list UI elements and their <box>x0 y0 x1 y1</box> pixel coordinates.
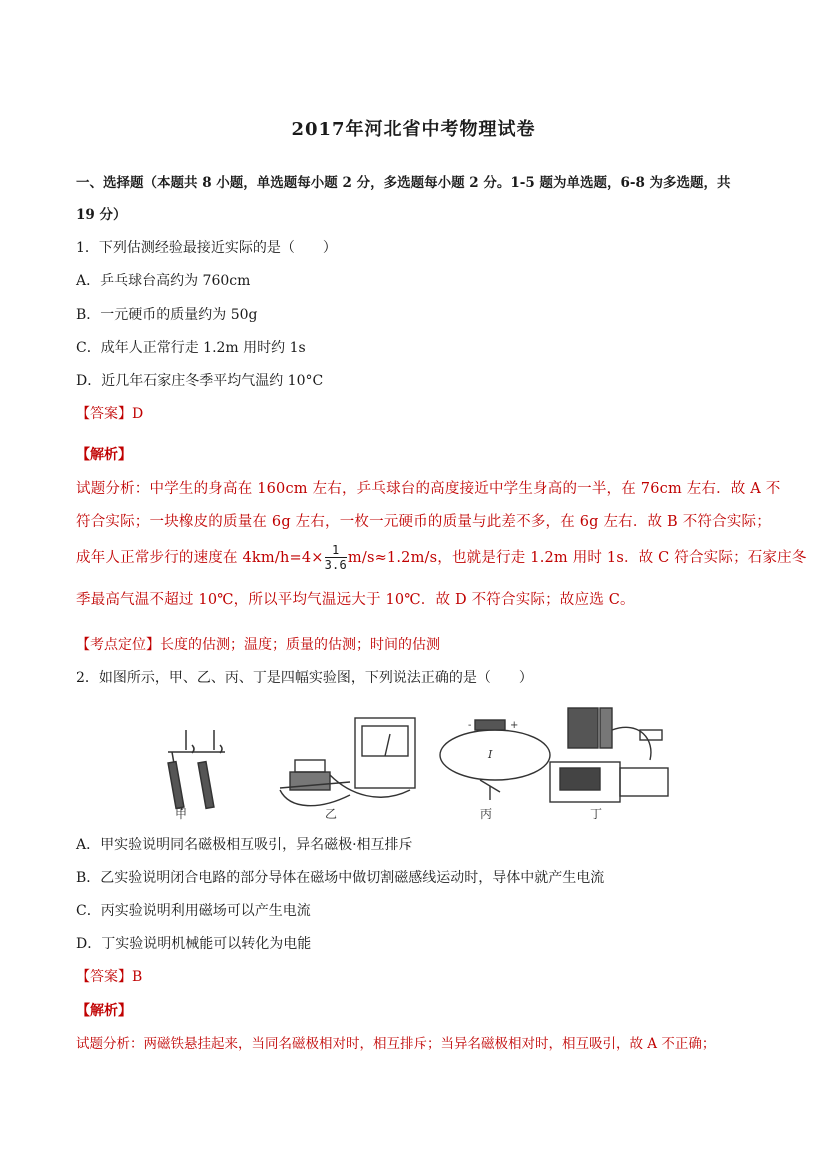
fraction <box>325 544 347 572</box>
figure-ding <box>550 708 668 802</box>
question-2-option-c: C．丙实验说明利用磁场可以产生电流 <box>76 903 311 919</box>
question-1-option-b: B．一元硬币的质量约为 50g <box>76 307 258 323</box>
motor-magnet <box>560 768 600 790</box>
answer-value: B <box>132 969 143 985</box>
question-1-analysis-label: 【解析】 <box>76 447 132 463</box>
figure-label-jia: 甲 <box>175 807 188 821</box>
figure-bing <box>440 720 550 800</box>
rheostat <box>620 768 668 796</box>
analysis-text: m/s≈1.2m/s，也就是行走 1.2m 用时 1s．故 C 符合实际；石家庄冬 <box>347 550 807 566</box>
answer-label: 【答案】 <box>76 969 132 985</box>
svg-text:+: + <box>510 720 519 731</box>
answer-value: D <box>132 406 144 422</box>
question-1-analysis-line: 符合实际；一块橡皮的质量在 6g 左右，一枚一元硬币的质量与此差不多，在 6g 左右．故 B 不符合实际； <box>76 514 771 530</box>
question-1-option-a: A．乒乓球台高约为 760cm <box>76 273 251 289</box>
analysis-text: 成年人正常步行的速度在 4km/h=4× <box>76 550 324 566</box>
battery <box>475 720 505 730</box>
question-2-option-b: B．乙实验说明闭合电路的部分导体在磁场中做切割磁感线运动时，导体中就产生电流 <box>76 870 605 886</box>
arrow-left <box>192 745 194 753</box>
question-2-option-a: A．甲实验说明同名磁极相互吸引，异名磁极·相互排斥 <box>76 837 413 853</box>
figure-jia <box>168 730 225 810</box>
question-1-analysis-line: 季最高气温不超过 10℃，所以平均气温远大于 10℃．故 D 不符合实际；故应选 C。 <box>76 592 635 608</box>
magnet-right <box>198 762 214 809</box>
answer-label: 【答案】 <box>76 406 132 422</box>
point-label: 【考点定位】 <box>76 637 160 653</box>
question-1-option-d: D．近几年石家庄冬季平均气温约 10°C <box>76 373 324 389</box>
figure-label-ding: 丁 <box>590 807 603 821</box>
figure-yi <box>280 718 415 806</box>
galvanometer-dial <box>362 726 408 756</box>
experiment-figure <box>150 700 670 822</box>
point-value: 长度的估测；温度；质量的估测；时间的估测 <box>160 637 440 653</box>
wire <box>330 775 410 797</box>
fraction-denominator: 3.6 <box>324 558 347 572</box>
section-heading-line2: 19 分） <box>76 207 127 223</box>
magnet-left <box>168 762 184 809</box>
question-1-answer <box>76 406 143 423</box>
question-1-option-c: C．成年人正常行走 1.2m 用时约 1s <box>76 340 306 356</box>
figure-label-bing: 丙 <box>480 807 493 821</box>
question-2-option-d: D．丁实验说明机械能可以转化为电能 <box>76 936 312 952</box>
switch <box>640 730 662 740</box>
figure-label-yi: 乙 <box>325 807 338 821</box>
question-1-point <box>76 637 440 654</box>
question-1-analysis-line: 试题分析：中学生的身高在 160cm 左右，乒乓球台的高度接近中学生身高的一半，在 76cm 左右．故 A 不 <box>76 481 781 497</box>
question-1-analysis-line-3 <box>76 544 807 572</box>
svg-text:-: - <box>468 720 472 731</box>
question-2-analysis-label: 【解析】 <box>76 1003 132 1019</box>
arrow-right <box>220 745 222 753</box>
page-title: 2017年河北省中考物理试卷 <box>291 119 536 140</box>
section-heading-line1: 一、选择题（本题共 8 小题，单选题每小题 2 分，多选题每小题 2 分。1-5 题为单选题，6-8 为多选题，共 <box>76 175 731 191</box>
wire <box>612 727 651 760</box>
question-1-stem: 1．下列估测经验最接近实际的是（ ） <box>76 240 337 256</box>
battery-pack-2 <box>600 708 612 748</box>
fraction-numerator: 1 <box>325 544 347 558</box>
magnet-top <box>295 760 325 772</box>
galvanometer-needle <box>385 734 390 756</box>
svg-text:I: I <box>488 748 493 761</box>
question-2-analysis-line: 试题分析：两磁铁悬挂起来，当同名磁极相对时，相互排斥；当异名磁极相对时，相互吸引，故 A 不正确； <box>76 1036 716 1052</box>
battery-pack <box>568 708 598 748</box>
question-2-stem: 2．如图所示，甲、乙、丙、丁是四幅实验图，下列说法正确的是（ ） <box>76 670 533 686</box>
question-2-answer <box>76 969 142 986</box>
wire-2 <box>280 790 350 806</box>
current-loop <box>440 730 550 780</box>
